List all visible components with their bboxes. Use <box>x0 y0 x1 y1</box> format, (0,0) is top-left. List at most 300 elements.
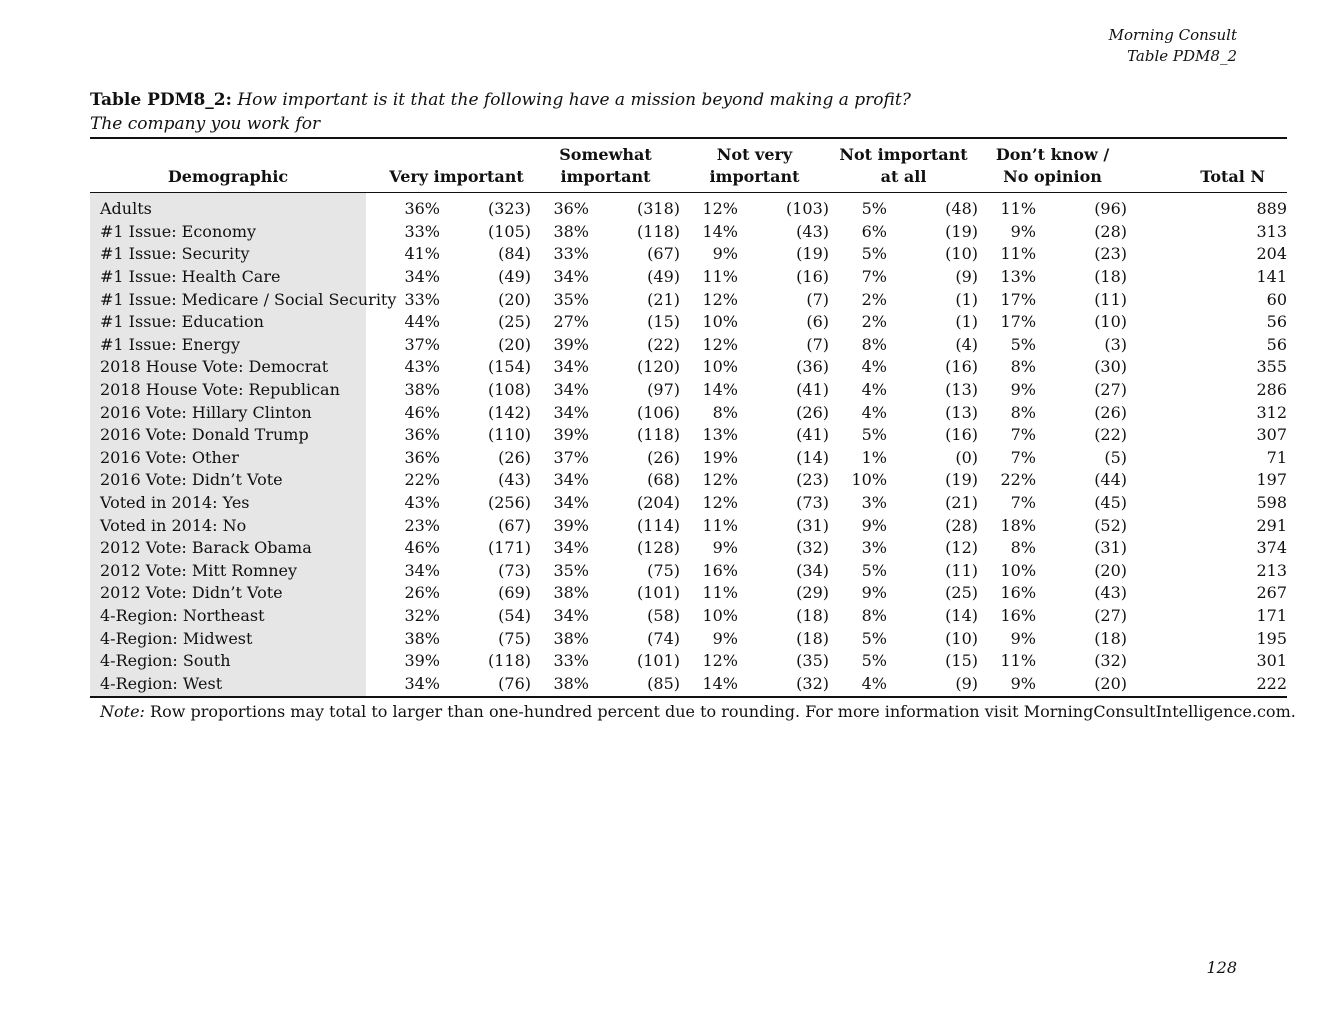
table-row <box>90 447 1287 470</box>
percent-cell: 38% <box>404 380 440 400</box>
count-cell: (28) <box>945 515 979 535</box>
percent-cell: 41% <box>404 244 440 264</box>
count-cell: (44) <box>1094 470 1128 490</box>
percent-cell: 13% <box>702 425 738 445</box>
count-cell: (26) <box>647 447 680 467</box>
count-cell: (41) <box>796 425 830 445</box>
percent-cell: 34% <box>553 267 589 287</box>
table-title <box>90 88 1237 136</box>
count-cell: (36) <box>796 357 830 377</box>
count-cell: (11) <box>1094 289 1128 309</box>
row-label: #1 Issue: Medicare / Social Security <box>90 288 366 311</box>
count-cell: (48) <box>945 199 979 219</box>
total-n-cell: 204 <box>1256 244 1288 264</box>
count-cell: (118) <box>636 425 680 445</box>
total-n-cell: 171 <box>1256 605 1288 625</box>
total-n-cell: 60 <box>1266 289 1288 309</box>
total-n-cell: 267 <box>1256 583 1288 603</box>
count-cell: (204) <box>636 493 680 513</box>
percent-cell: 26% <box>404 583 440 603</box>
count-cell: (73) <box>498 560 531 580</box>
percent-cell: 27% <box>553 312 589 332</box>
total-n-cell: 195 <box>1256 628 1288 648</box>
percent-cell: 7% <box>1010 493 1037 513</box>
percent-cell: 11% <box>702 515 738 535</box>
percent-cell: 14% <box>702 221 738 241</box>
total-n-cell: 141 <box>1256 267 1288 287</box>
percent-cell: 34% <box>553 605 589 625</box>
percent-cell: 5% <box>1010 334 1037 354</box>
spacer <box>366 193 382 221</box>
total-n-cell: 197 <box>1256 470 1288 490</box>
percent-cell: 39% <box>404 651 440 671</box>
percent-cell: 11% <box>1000 244 1037 264</box>
percent-cell: 17% <box>1000 312 1037 332</box>
percent-cell: 22% <box>1000 470 1037 490</box>
count-cell: (7) <box>806 334 830 354</box>
percent-cell: 10% <box>702 605 738 625</box>
page-number: 128 <box>1206 958 1237 977</box>
percent-cell: 37% <box>553 447 589 467</box>
percent-cell: 5% <box>861 244 888 264</box>
spacer <box>366 356 382 379</box>
percent-cell: 34% <box>553 380 589 400</box>
count-cell: (4) <box>955 334 979 354</box>
percent-cell: 11% <box>702 267 738 287</box>
count-cell: (20) <box>498 289 531 309</box>
table-row <box>90 672 1287 697</box>
table-row <box>90 288 1287 311</box>
count-cell: (20) <box>498 334 531 354</box>
count-cell: (27) <box>1094 380 1128 400</box>
percent-cell: 12% <box>702 334 738 354</box>
table-question: How important is it that the following have a mission beyond making a profit? <box>237 90 911 110</box>
percent-cell: 12% <box>702 651 738 671</box>
count-cell: (14) <box>945 605 979 625</box>
percent-cell: 18% <box>1000 515 1037 535</box>
count-cell: (1) <box>955 289 979 309</box>
percent-cell: 33% <box>404 289 440 309</box>
count-cell: (18) <box>1094 267 1128 287</box>
spacer <box>366 560 382 583</box>
col-header-total-n: Total N <box>1127 138 1287 193</box>
total-n-cell: 598 <box>1256 493 1288 513</box>
count-cell: (43) <box>796 221 830 241</box>
percent-cell: 44% <box>404 312 440 332</box>
count-cell: (74) <box>647 628 680 648</box>
count-cell: (52) <box>1094 515 1128 535</box>
percent-cell: 36% <box>404 447 440 467</box>
percent-cell: 34% <box>382 672 440 697</box>
note-label: Note: <box>100 702 145 721</box>
count-cell: (101) <box>636 651 680 671</box>
percent-cell: 1% <box>861 447 888 467</box>
row-label: #1 Issue: Energy <box>90 334 366 357</box>
total-n-cell: 307 <box>1256 425 1288 445</box>
count-cell: (118) <box>636 221 680 241</box>
count-cell: (10) <box>1094 312 1128 332</box>
count-cell: (23) <box>1094 244 1128 264</box>
count-cell: (26) <box>796 402 830 422</box>
count-cell: (128) <box>636 538 680 558</box>
count-cell: (20) <box>1094 560 1128 580</box>
count-cell: (30) <box>1094 357 1128 377</box>
count-cell: (16) <box>945 357 979 377</box>
count-cell: (19) <box>796 244 830 264</box>
table-id: Table PDM8_2 <box>1127 47 1237 65</box>
spacer <box>366 537 382 560</box>
row-label: Adults <box>90 193 366 221</box>
count-cell: (120) <box>636 357 680 377</box>
percent-cell: 17% <box>1000 289 1037 309</box>
percent-cell: 14% <box>680 672 738 697</box>
table-row <box>90 560 1287 583</box>
count-cell: (15) <box>945 651 979 671</box>
row-label: 2016 Vote: Didn’t Vote <box>90 469 366 492</box>
percent-cell: 33% <box>553 651 589 671</box>
row-label: 2018 House Vote: Democrat <box>90 356 366 379</box>
table-row <box>90 469 1287 492</box>
count-cell: (32) <box>1094 651 1128 671</box>
total-n-cell: 312 <box>1256 402 1288 422</box>
count-cell: (5) <box>1104 447 1128 467</box>
percent-cell: 9% <box>1010 380 1037 400</box>
percent-cell: 34% <box>553 402 589 422</box>
col-header-dont-know: Don’t know / No opinion <box>978 138 1127 193</box>
count-cell: (19) <box>945 470 979 490</box>
row-label: #1 Issue: Economy <box>90 221 366 244</box>
table-label: Table PDM8_2: <box>90 90 232 110</box>
count-cell: (75) <box>498 628 531 648</box>
count-cell: (25) <box>498 312 531 332</box>
count-cell: (19) <box>945 221 979 241</box>
percent-cell: 23% <box>404 515 440 535</box>
percent-cell: 8% <box>861 605 888 625</box>
count-cell: (16) <box>945 425 979 445</box>
count-cell: (75) <box>647 560 680 580</box>
percent-cell: 34% <box>553 538 589 558</box>
total-n-cell: 222 <box>1127 672 1287 697</box>
percent-cell: 4% <box>861 357 888 377</box>
percent-cell: 11% <box>1000 651 1037 671</box>
percent-cell: 38% <box>553 221 589 241</box>
percent-cell: 10% <box>702 357 738 377</box>
count-cell: (25) <box>945 583 979 603</box>
percent-cell: 43% <box>404 357 440 377</box>
percent-cell: 8% <box>1010 357 1037 377</box>
percent-cell: 37% <box>404 334 440 354</box>
count-cell: (20) <box>1036 672 1127 697</box>
table-row <box>90 650 1287 673</box>
table-row <box>90 379 1287 402</box>
percent-cell: 36% <box>404 199 440 219</box>
percent-cell: 38% <box>553 628 589 648</box>
table-subtitle: The company you work for <box>90 114 321 134</box>
total-n-cell: 889 <box>1256 199 1288 219</box>
row-label: 2016 Vote: Donald Trump <box>90 424 366 447</box>
spacer <box>366 492 382 515</box>
percent-cell: 9% <box>861 515 888 535</box>
col-header-very-important: Very important <box>382 138 531 193</box>
count-cell: (97) <box>647 380 680 400</box>
percent-cell: 11% <box>702 583 738 603</box>
percent-cell: 4% <box>861 402 888 422</box>
count-cell: (7) <box>806 289 830 309</box>
table-row <box>90 311 1287 334</box>
percent-cell: 3% <box>861 538 888 558</box>
row-label: 4-Region: Midwest <box>90 627 366 650</box>
spacer <box>366 447 382 470</box>
percent-cell: 8% <box>1010 402 1037 422</box>
publisher-name: Morning Consult <box>1108 26 1237 44</box>
percent-cell: 16% <box>1000 583 1037 603</box>
count-cell: (0) <box>955 447 979 467</box>
count-cell: (54) <box>498 605 531 625</box>
count-cell: (110) <box>487 425 531 445</box>
spacer <box>366 605 382 628</box>
percent-cell: 3% <box>861 493 888 513</box>
count-cell: (67) <box>647 244 680 264</box>
spacer <box>366 469 382 492</box>
percent-cell: 13% <box>1000 267 1037 287</box>
total-n-cell: 313 <box>1256 221 1288 241</box>
count-cell: (34) <box>796 560 830 580</box>
row-label: #1 Issue: Security <box>90 243 366 266</box>
spacer <box>366 379 382 402</box>
percent-cell: 46% <box>404 538 440 558</box>
count-cell: (11) <box>945 560 979 580</box>
row-label: Voted in 2014: Yes <box>90 492 366 515</box>
count-cell: (27) <box>1094 605 1128 625</box>
percent-cell: 9% <box>1010 628 1037 648</box>
count-cell: (114) <box>636 515 680 535</box>
count-cell: (67) <box>498 515 531 535</box>
total-n-cell: 56 <box>1266 334 1288 354</box>
row-label: #1 Issue: Education <box>90 311 366 334</box>
row-label: 4-Region: Northeast <box>90 605 366 628</box>
percent-cell: 34% <box>404 267 440 287</box>
col-header-somewhat-important: Somewhat important <box>531 138 680 193</box>
percent-cell: 11% <box>1000 199 1037 219</box>
count-cell: (58) <box>647 605 680 625</box>
percent-cell: 38% <box>553 583 589 603</box>
table-row <box>90 514 1287 537</box>
count-cell: (41) <box>796 380 830 400</box>
spacer <box>366 650 382 673</box>
percent-cell: 38% <box>531 672 589 697</box>
row-label: 4-Region: West <box>90 672 366 697</box>
percent-cell: 2% <box>861 312 888 332</box>
table-row <box>90 401 1287 424</box>
percent-cell: 5% <box>861 199 888 219</box>
count-cell: (23) <box>796 470 830 490</box>
table-row <box>90 356 1287 379</box>
spacer <box>366 424 382 447</box>
count-cell: (26) <box>498 447 531 467</box>
count-cell: (31) <box>1094 538 1128 558</box>
spacer <box>366 334 382 357</box>
count-cell: (16) <box>796 267 830 287</box>
percent-cell: 22% <box>404 470 440 490</box>
count-cell: (29) <box>796 583 830 603</box>
percent-cell: 34% <box>553 470 589 490</box>
count-cell: (49) <box>498 267 531 287</box>
count-cell: (9) <box>955 267 979 287</box>
count-cell: (10) <box>945 244 979 264</box>
count-cell: (106) <box>636 402 680 422</box>
footnote <box>100 701 1296 723</box>
percent-cell: 16% <box>702 560 738 580</box>
percent-cell: 9% <box>712 538 738 558</box>
total-n-cell: 291 <box>1256 515 1288 535</box>
percent-cell: 2% <box>861 289 888 309</box>
percent-cell: 12% <box>702 493 738 513</box>
percent-cell: 9% <box>861 583 888 603</box>
total-n-cell: 355 <box>1256 357 1288 377</box>
count-cell: (22) <box>1094 425 1128 445</box>
percent-cell: 4% <box>829 672 887 697</box>
row-label: 2012 Vote: Didn’t Vote <box>90 582 366 605</box>
percent-cell: 12% <box>702 470 738 490</box>
percent-cell: 4% <box>861 380 888 400</box>
table-row <box>90 193 1287 221</box>
table-row <box>90 627 1287 650</box>
table-row <box>90 424 1287 447</box>
count-cell: (85) <box>589 672 680 697</box>
percent-cell: 14% <box>702 380 738 400</box>
count-cell: (26) <box>1094 402 1128 422</box>
total-n-cell: 301 <box>1256 651 1288 671</box>
count-cell: (28) <box>1094 221 1128 241</box>
total-n-cell: 56 <box>1266 312 1288 332</box>
count-cell: (21) <box>945 493 979 513</box>
count-cell: (69) <box>498 583 531 603</box>
spacer <box>366 221 382 244</box>
count-cell: (43) <box>498 470 531 490</box>
percent-cell: 43% <box>404 493 440 513</box>
percent-cell: 5% <box>861 651 888 671</box>
table-row <box>90 582 1287 605</box>
percent-cell: 8% <box>861 334 888 354</box>
percent-cell: 8% <box>712 402 738 422</box>
count-cell: (32) <box>738 672 829 697</box>
col-header-not-very-important: Not very important <box>680 138 829 193</box>
percent-cell: 34% <box>553 357 589 377</box>
percent-cell: 39% <box>553 515 589 535</box>
row-label: Voted in 2014: No <box>90 514 366 537</box>
percent-cell: 16% <box>1000 605 1037 625</box>
count-cell: (49) <box>647 267 680 287</box>
percent-cell: 7% <box>1010 447 1037 467</box>
spacer <box>366 514 382 537</box>
crosstab-table <box>90 137 1287 698</box>
count-cell: (18) <box>796 605 830 625</box>
header-row <box>90 138 1287 193</box>
percent-cell: 5% <box>861 425 888 445</box>
percent-cell: 38% <box>404 628 440 648</box>
count-cell: (76) <box>440 672 531 697</box>
table-row <box>90 266 1287 289</box>
table-row <box>90 605 1287 628</box>
table-row <box>90 492 1287 515</box>
count-cell: (31) <box>796 515 830 535</box>
percent-cell: 9% <box>978 672 1036 697</box>
row-label: 2016 Vote: Other <box>90 447 366 470</box>
count-cell: (103) <box>785 199 830 219</box>
running-head <box>1109 25 1237 67</box>
percent-cell: 36% <box>404 425 440 445</box>
row-label: 2018 House Vote: Republican <box>90 379 366 402</box>
count-cell: (22) <box>647 334 680 354</box>
count-cell: (108) <box>487 380 531 400</box>
percent-cell: 32% <box>404 605 440 625</box>
total-n-cell: 213 <box>1256 560 1288 580</box>
percent-cell: 33% <box>404 221 440 241</box>
spacer <box>366 311 382 334</box>
percent-cell: 46% <box>404 402 440 422</box>
count-cell: (101) <box>636 583 680 603</box>
table-body <box>90 193 1287 698</box>
percent-cell: 19% <box>702 447 738 467</box>
table-row <box>90 243 1287 266</box>
spacer <box>366 672 382 697</box>
spacer <box>366 401 382 424</box>
count-cell: (73) <box>796 493 830 513</box>
count-cell: (14) <box>796 447 830 467</box>
count-cell: (15) <box>647 312 680 332</box>
row-label: 2016 Vote: Hillary Clinton <box>90 401 366 424</box>
percent-cell: 9% <box>1010 221 1037 241</box>
percent-cell: 35% <box>553 289 589 309</box>
percent-cell: 9% <box>712 628 738 648</box>
percent-cell: 39% <box>553 425 589 445</box>
percent-cell: 36% <box>553 199 589 219</box>
count-cell: (13) <box>945 402 979 422</box>
table-row <box>90 334 1287 357</box>
percent-cell: 9% <box>712 244 738 264</box>
percent-cell: 34% <box>404 560 440 580</box>
percent-cell: 10% <box>1000 560 1037 580</box>
table-row <box>90 537 1287 560</box>
count-cell: (142) <box>487 402 531 422</box>
percent-cell: 8% <box>1010 538 1037 558</box>
percent-cell: 6% <box>861 221 888 241</box>
count-cell: (3) <box>1104 334 1128 354</box>
count-cell: (1) <box>955 312 979 332</box>
row-label: 4-Region: South <box>90 650 366 673</box>
note-text: Row proportions may total to larger than one-hundred percent due to rounding. For more information visit MorningConsultIntelligence.com. <box>150 702 1296 721</box>
percent-cell: 12% <box>702 199 738 219</box>
count-cell: (154) <box>487 357 531 377</box>
count-cell: (10) <box>945 628 979 648</box>
col-header-demographic: Demographic <box>90 138 366 193</box>
count-cell: (68) <box>647 470 680 490</box>
count-cell: (84) <box>498 244 531 264</box>
percent-cell: 5% <box>861 628 888 648</box>
percent-cell: 35% <box>553 560 589 580</box>
total-n-cell: 71 <box>1266 447 1288 467</box>
row-label: 2012 Vote: Barack Obama <box>90 537 366 560</box>
count-cell: (6) <box>806 312 830 332</box>
count-cell: (13) <box>945 380 979 400</box>
count-cell: (318) <box>636 199 680 219</box>
spacer <box>366 627 382 650</box>
count-cell: (21) <box>647 289 680 309</box>
percent-cell: 10% <box>851 470 888 490</box>
table-row <box>90 221 1287 244</box>
percent-cell: 33% <box>553 244 589 264</box>
count-cell: (171) <box>487 538 531 558</box>
